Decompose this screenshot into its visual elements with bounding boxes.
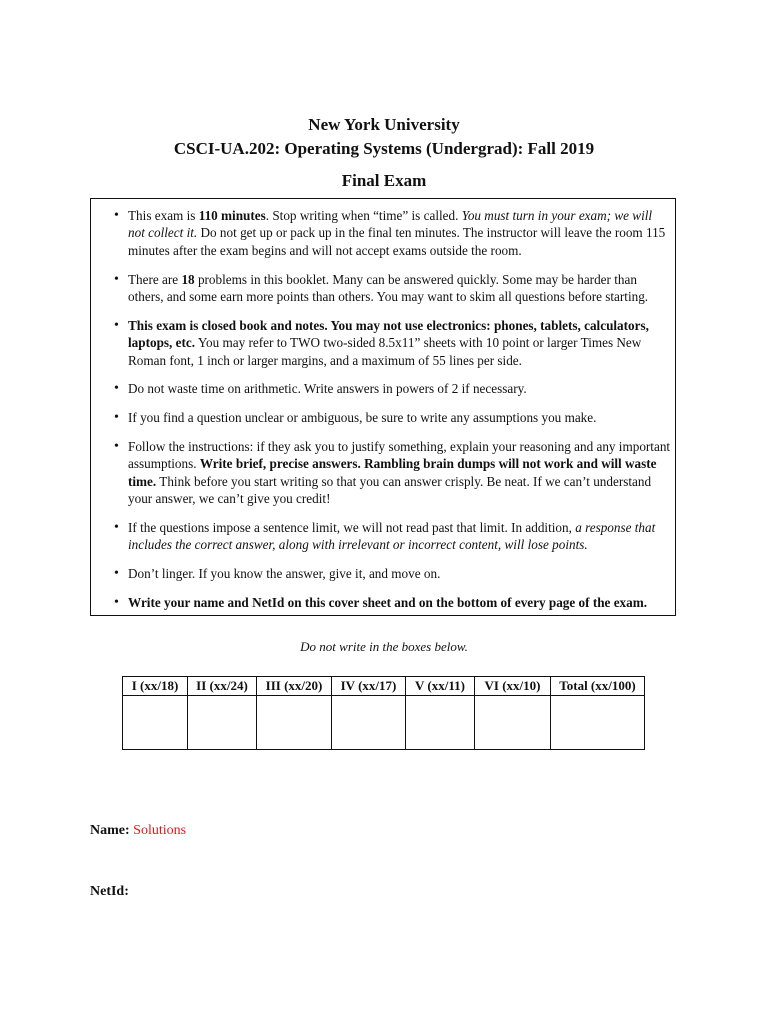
- grade-score-cell: [332, 696, 406, 750]
- instruction-text: You must turn in your exam; we will not collect it.: [128, 208, 653, 241]
- name-label: Name:: [90, 823, 130, 838]
- grade-score-cell: [551, 696, 645, 750]
- grade-header-cell: IV (xx/17): [332, 677, 406, 696]
- instruction-item: [128, 317, 671, 369]
- instruction-text: Do not get up or pack up in the final ten minutes. The instructor will leave the room 115 minutes after the exam begins and will not accept exams outside the room.: [128, 225, 666, 258]
- instruction-text: 18: [181, 271, 195, 287]
- grade-score-cell: [188, 696, 257, 750]
- grade-header-cell: I (xx/18): [123, 677, 188, 696]
- instruction-item: [128, 594, 671, 611]
- grade-table: [122, 676, 645, 750]
- instruction-item: [128, 565, 671, 582]
- grade-header-cell: V (xx/11): [406, 677, 475, 696]
- netid-label: NetId:: [90, 884, 129, 899]
- university-title: New York University: [308, 115, 460, 134]
- instruction-text: If the questions impose a sentence limit, we will not read past that limit. In addition,: [128, 520, 576, 536]
- grade-score-cell: [475, 696, 551, 750]
- instruction-text: Do not waste time on arithmetic. Write answers in powers of 2 if necessary.: [128, 381, 527, 397]
- instruction-text: Follow the instructions: if they ask you to justify something, explain your reasoning and any important assumptions.: [128, 439, 671, 472]
- instruction-text: Write your name and NetId on this cover sheet and on the bottom of every page of the exam.: [128, 595, 648, 611]
- instruction-text: Think before you start writing so that you can answer crisply. Be neat. If we can’t understand your answer, we can’t give you credit!: [128, 473, 652, 507]
- name-value: Solutions: [133, 823, 187, 838]
- grade-table-score-row: [123, 696, 645, 750]
- instruction-item: [128, 409, 671, 426]
- grade-score-cell: [406, 696, 475, 750]
- instruction-text: You may refer to TWO two-sided 8.5x11” sheets with 10 point or larger Times New Roman font, 1 inch or larger margins, and a maximum of 55 lines per side.: [128, 335, 642, 368]
- exam-title: Final Exam: [341, 171, 427, 190]
- instruction-text: a response that includes the correct answer, along with irrelevant or incorrect content, will lose points.: [128, 520, 656, 553]
- instruction-item: [128, 438, 671, 508]
- grade-header-cell: VI (xx/10): [475, 677, 551, 696]
- instruction-text: This exam is: [128, 208, 199, 223]
- grade-score-cell: [257, 696, 332, 750]
- instructions-list: [91, 199, 675, 611]
- instruction-text: This exam is closed book and notes. You may not use electronics: phones, tablets, calculators, laptops, etc.: [128, 317, 649, 351]
- instruction-item: [128, 207, 671, 259]
- grade-score-cell: [123, 696, 188, 750]
- instruction-item: [128, 519, 671, 554]
- instruction-text: problems in this booklet. Many can be answered quickly. Some may be harder than others, and some earn more points than others. You may want to skim all questions before starting.: [128, 271, 649, 305]
- instruction-text: Don’t linger. If you know the answer, give it, and move on.: [128, 566, 441, 582]
- grade-header-cell: II (xx/24): [188, 677, 257, 696]
- instruction-text: . Stop writing when “time” is called.: [265, 208, 462, 223]
- do-not-write-note: Do not write in the boxes below.: [300, 639, 468, 654]
- instruction-text: Write brief, precise answers. Rambling brain dumps will not work and will waste time.: [128, 456, 657, 489]
- instruction-text: 110 minutes: [198, 208, 266, 223]
- name-field: [90, 823, 186, 839]
- instruction-text: There are: [128, 271, 182, 287]
- instruction-text: If you find a question unclear or ambiguous, be sure to write any assumptions you make.: [128, 410, 597, 426]
- instructions-box: [90, 198, 676, 616]
- course-title: CSCI-UA.202: Operating Systems (Undergrad): Fall 2019: [173, 139, 595, 158]
- grade-header-cell: Total (xx/100): [551, 677, 645, 696]
- instruction-item: [128, 271, 671, 306]
- grade-header-cell: III (xx/20): [257, 677, 332, 696]
- instruction-item: [128, 380, 671, 397]
- grade-table-header-row: [123, 677, 645, 696]
